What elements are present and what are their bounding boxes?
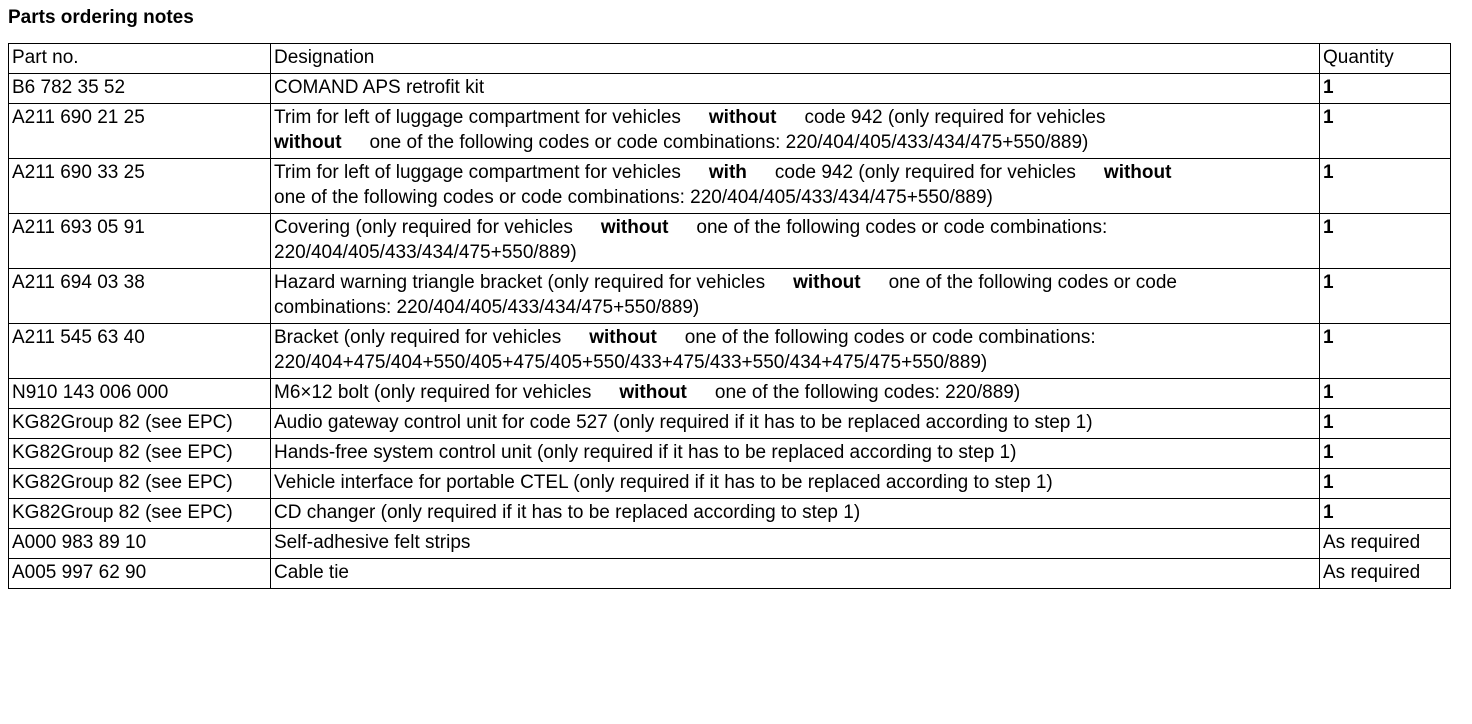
part-number-cell: A211 690 33 25 [9,159,271,214]
designation-text: code 942 (only required for vehicles [804,107,1106,128]
designation-text: Self-adhesive felt strips [274,532,471,553]
part-number-cell: A211 694 03 38 [9,269,271,324]
header-quantity: Quantity [1320,44,1451,74]
designation-cell [271,529,1320,559]
page-title: Parts ordering notes [8,7,194,28]
table-row [9,469,1451,499]
designation-cell [271,439,1320,469]
table-row [9,269,1451,324]
designation-emphasis: without [708,107,777,128]
designation-emphasis: without [793,272,861,293]
designation-text: Trim for left of luggage compartment for vehicles [274,162,681,183]
part-number-cell: KG82Group 82 (see EPC) [9,409,271,439]
designation-emphasis: with [708,162,747,183]
designation-cell [271,159,1320,214]
quantity-cell: 1 [1320,469,1451,499]
designation-text: one of the following codes or code combinations: [696,217,1108,238]
part-number-cell: A000 983 89 10 [9,529,271,559]
designation-text: Trim for left of luggage compartment for vehicles [274,107,681,128]
designation-text: combinations: 220/404/405/433/434/475+550/889) [274,297,700,318]
designation-text: one of the following codes or code combinations: 220/404/405/433/434/475+550/889) [369,132,1089,153]
part-number-cell: N910 143 006 000 [9,379,271,409]
designation-text: Bracket (only required for vehicles [274,327,562,348]
designation-text: one of the following codes: 220/889) [714,382,1021,403]
header-designation: Designation [271,44,1320,74]
parts-table-body [9,44,1451,589]
designation-cell [271,379,1320,409]
table-row [9,104,1451,159]
quantity-cell: 1 [1320,104,1451,159]
designation-cell [271,469,1320,499]
designation-emphasis: without [600,217,669,238]
designation-cell [271,269,1320,324]
quantity-cell: 1 [1320,214,1451,269]
part-number-cell: A211 690 21 25 [9,104,271,159]
designation-text: 220/404+475/404+550/405+475/405+550/433+475/433+550/434+475/475+550/889) [274,352,988,373]
quantity-cell: 1 [1320,269,1451,324]
designation-text: COMAND APS retrofit kit [274,77,485,98]
table-row [9,379,1451,409]
designation-text: one of the following codes or code combinations: 220/404/405/433/434/475+550/889) [274,187,993,208]
designation-cell [271,324,1320,379]
table-row [9,214,1451,269]
quantity-cell: 1 [1320,159,1451,214]
part-number-cell: KG82Group 82 (see EPC) [9,439,271,469]
table-row [9,439,1451,469]
designation-emphasis: without [589,327,657,348]
table-row [9,159,1451,214]
designation-text: 220/404/405/433/434/475+550/889) [274,242,577,263]
designation-emphasis: without [1103,162,1172,183]
quantity-cell: As required [1320,559,1451,589]
table-row [9,324,1451,379]
part-number-cell: A211 545 63 40 [9,324,271,379]
part-number-cell: A005 997 62 90 [9,559,271,589]
part-number-cell: B6 782 35 52 [9,74,271,104]
part-number-cell: KG82Group 82 (see EPC) [9,469,271,499]
quantity-cell: 1 [1320,499,1451,529]
designation-text: code 942 (only required for vehicles [774,162,1076,183]
quantity-cell: 1 [1320,324,1451,379]
designation-cell [271,214,1320,269]
designation-text: Hazard warning triangle bracket (only required for vehicles [274,272,766,293]
designation-text: CD changer (only required if it has to be replaced according to step 1) [274,502,861,523]
quantity-cell: 1 [1320,409,1451,439]
designation-text: Hands-free system control unit (only required if it has to be replaced according to step 1) [274,442,1017,463]
parts-table [8,43,1451,589]
designation-cell [271,74,1320,104]
header-part-no: Part no. [9,44,271,74]
table-row [9,559,1451,589]
designation-text: M6×12 bolt (only required for vehicles [274,382,592,403]
designation-text: Cable tie [274,562,349,583]
designation-text: Vehicle interface for portable CTEL (only required if it has to be replaced according to step 1) [274,472,1053,493]
designation-text: Audio gateway control unit for code 527 (only required if it has to be replaced according to step 1) [274,412,1093,433]
designation-cell [271,409,1320,439]
designation-text: one of the following codes or code [888,272,1177,293]
quantity-cell: 1 [1320,439,1451,469]
designation-emphasis: without [274,132,342,153]
designation-cell [271,559,1320,589]
quantity-cell: 1 [1320,379,1451,409]
table-row [9,409,1451,439]
designation-text: one of the following codes or code combinations: [684,327,1096,348]
table-row [9,529,1451,559]
designation-emphasis: without [619,382,687,403]
part-number-cell: KG82Group 82 (see EPC) [9,499,271,529]
designation-text: Covering (only required for vehicles [274,217,573,238]
quantity-cell: 1 [1320,74,1451,104]
table-row [9,74,1451,104]
quantity-cell: As required [1320,529,1451,559]
part-number-cell: A211 693 05 91 [9,214,271,269]
table-header-row [9,44,1451,74]
table-row [9,499,1451,529]
designation-cell [271,499,1320,529]
designation-cell [271,104,1320,159]
